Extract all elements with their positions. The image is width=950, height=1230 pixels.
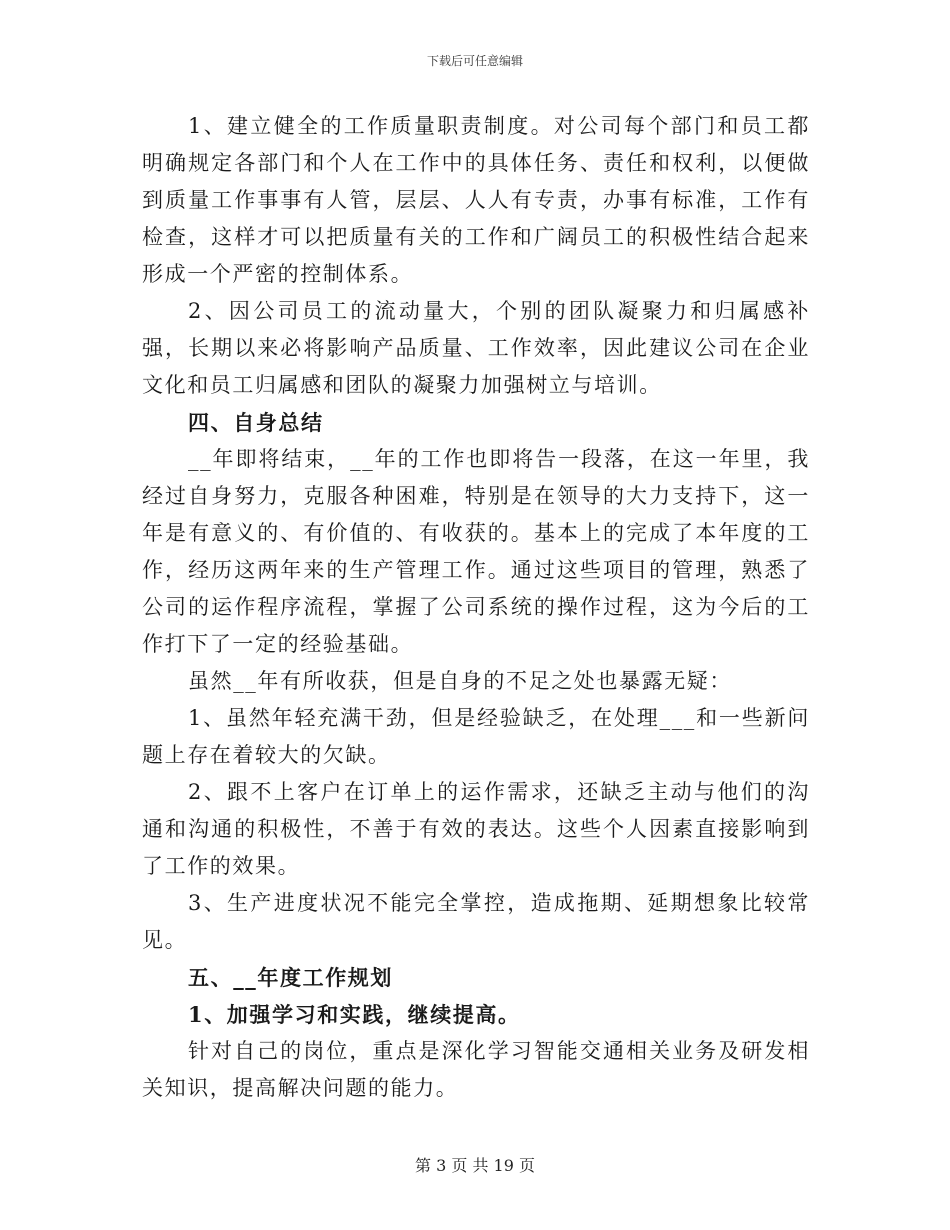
subheading-learning-practice: 1、加强学习和实践，继续提高。 (188, 1002, 521, 1027)
page-header-note: 下载后可任意编辑 (426, 54, 523, 68)
paragraph-quality-responsibility: 1、建立健全的工作质量职责制度。对公司每个部门和员工都明确规定各部门和个人在工作中的具体任务、责任和权利，以便做到质量工作事事有人管，层层、人人有专责，办事有标准，工作有检查，这样才可以把质量有关的工作和广阔员工的积极性结合起来形成一个严密的控制体系。 (142, 114, 810, 286)
section-heading-work-plan: 五、__年度工作规划 (188, 965, 393, 990)
paragraph-shortcoming-1: 1、虽然年轻充满干劲，但是经验缺乏，在处理___和一些新问题上存在着较大的欠缺。 (142, 706, 810, 767)
paragraph-shortcoming-2: 2、跟不上客户在订单上的运作需求，还缺乏主动与他们的沟通和沟通的积极性，不善于有效的表达。这些个人因素直接影响到了工作的效果。 (142, 780, 810, 878)
paragraph-shortcoming-3: 3、生产进度状况不能完全掌控，造成拖期、延期想象比较常见。 (142, 891, 810, 952)
section-heading-self-summary: 四、自身总结 (188, 410, 324, 435)
paragraph-year-summary: __年即将结束，__年的工作也即将告一段落，在这一年里，我经过自身努力，克服各种困难，特别是在领导的大力支持下，这一年是有意义的、有价值的、有收获的。基本上的完成了本年度的工作，经历这两年来的生产管理工作。通过这些项目的管理，熟悉了公司的运作程序流程，掌握了公司系统的操作过程，这为今后的工作打下了一定的经验基础。 (142, 447, 810, 656)
document-body (142, 108, 810, 1107)
page-number-footer: 第 3 页 共 19 页 (415, 1156, 535, 1175)
paragraph-shortcomings-intro: 虽然__年有所收获，但是自身的不足之处也暴露无疑： (188, 669, 732, 693)
paragraph-job-focus: 针对自己的岗位，重点是深化学习智能交通相关业务及研发相关知识，提高解决问题的能力。 (142, 1039, 810, 1100)
paragraph-staff-turnover: 2、因公司员工的流动量大，个别的团队凝聚力和归属感补强，长期以来必将影响产品质量、工作效率，因此建议公司在企业文化和员工归属感和团队的凝聚力加强树立与培训。 (142, 299, 810, 397)
